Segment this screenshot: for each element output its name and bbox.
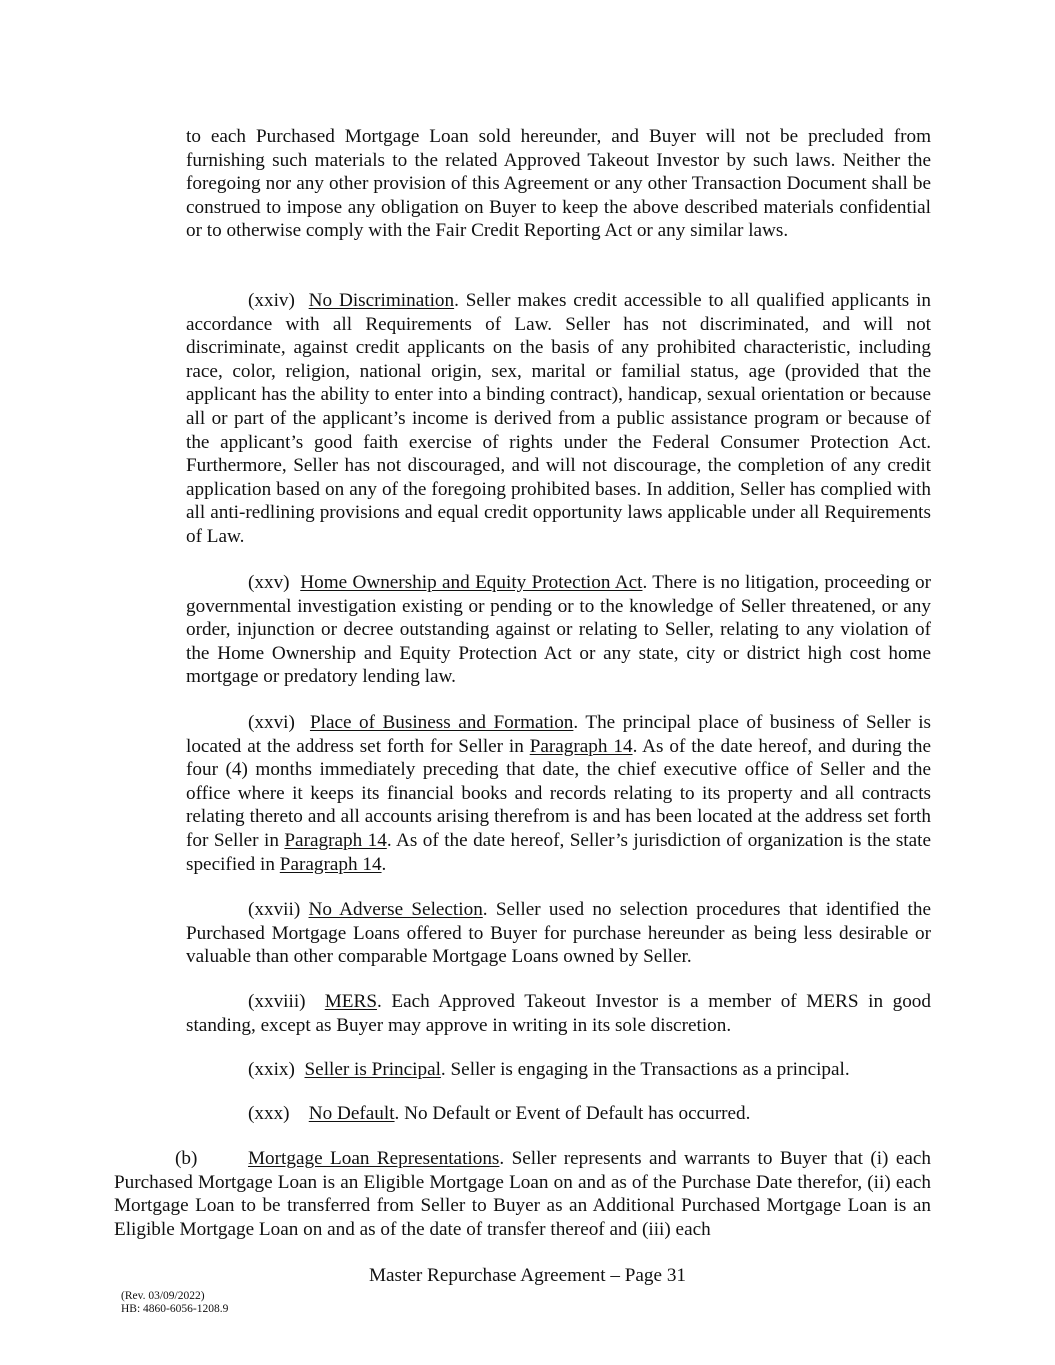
paragraph-xxiv <box>186 289 931 549</box>
cross-reference: Paragraph 14 <box>529 735 633 757</box>
paragraph-xxvii <box>186 898 931 969</box>
item-number: (b) <box>175 1148 198 1169</box>
item-heading: No Default <box>308 1103 395 1124</box>
item-heading: Mortgage Loan Representations <box>248 1148 500 1169</box>
item-number: (xxv) <box>248 572 290 593</box>
item-number: (xxiv) <box>248 290 295 311</box>
item-number: (xxvi) <box>248 712 295 733</box>
item-heading: No Discrimination <box>308 290 455 311</box>
revision-date: (Rev. 03/09/2022) <box>121 1290 205 1302</box>
item-body: . The principal place of business of Seller is located at the address set forth for Seller in <box>186 712 932 757</box>
paragraph-xxv <box>186 571 931 689</box>
paragraph-intro-text: to each Purchased Mortgage Loan sold hereunder, and Buyer will not be precluded from furnishing such materials to the related Approved Takeout Investor by such laws. Neither the foregoing nor any other provision of this Agreement or any other Transaction Document shall be construed to impose any obligation on Buyer to keep the above described materials confidential or to otherwise comply with the Fair Credit Reporting Act or any similar laws. <box>186 126 931 242</box>
paragraph-xxix <box>186 1058 931 1082</box>
item-body: . Each Approved Takeout Investor is a member of MERS in good standing, except as Buyer may approve in writing in its sole discretion. <box>186 991 931 1036</box>
cross-reference: Paragraph 14 <box>284 829 387 851</box>
item-body: . No Default or Event of Default has occurred. <box>394 1103 751 1124</box>
item-heading: No Adverse Selection <box>308 899 483 920</box>
document-id: HB: 4860-6056-1208.9 <box>121 1303 229 1315</box>
paragraph-b <box>114 1147 931 1241</box>
paragraph-xxvi <box>186 711 931 876</box>
item-body: . Seller used no selection procedures that identified the Purchased Mortgage Loans offered to Buyer for purchase hereunder as being less desirable or valuable than other comparable Mortgage Loans owned by Seller. <box>186 899 931 968</box>
item-body: . Seller makes credit accessible to all qualified applicants in accordance with all Requirements of Law. Seller has not discriminated, and will not discriminate, against credit applicants on the basis of any prohibited characteristic, including race, color, religion, national origin, sex, marital or familial status, age (provided that the applicant has the ability to enter into a binding contract), handicap, sexual orientation or because all or part of the applicant’s income is derived from a public assistance program or because of the applicant’s good faith exercise of rights under the Federal Consumer Protection Act. Furthermore, Seller has not discouraged, and will not discourage, the completion of any credit application based on any of the foregoing prohibited bases. In addition, Seller has complied with all anti-redlining provisions and equal credit opportunity laws applicable under all Requirements of Law. <box>186 290 931 547</box>
item-body: . <box>381 853 387 875</box>
item-number: (xxix) <box>248 1059 295 1080</box>
item-body: . As of the date hereof, and during the four (4) months immediately preceding that date, the chief executive office of Seller and the office where it keeps its financial books and records relating to its property and all contracts relating thereto and all accounts arising therefrom is and has been located at the address set forth for Seller in <box>186 735 931 851</box>
item-heading: MERS <box>324 991 377 1012</box>
item-number: (xxvii) <box>248 899 301 920</box>
paragraph-xxviii <box>186 990 931 1037</box>
paragraph-xxx <box>186 1102 931 1126</box>
item-number: (xxviii) <box>248 991 306 1012</box>
item-body: . Seller is engaging in the Transactions as a principal. <box>440 1059 850 1080</box>
item-number: (xxx) <box>248 1103 290 1124</box>
page-footer-label: Master Repurchase Agreement – Page 31 <box>368 1265 687 1286</box>
item-body: . There is no litigation, proceeding or governmental investigation existing or pending or to the knowledge of Seller threatened, or any order, injunction or decree outstanding against or relating to Seller, relating to any violation of the Home Ownership and Equity Protection Act or any state, city or district high cost home mortgage or predatory lending law. <box>186 572 931 688</box>
paragraph-intro <box>186 125 931 243</box>
item-heading: Seller is Principal <box>304 1059 441 1080</box>
item-body: . Seller represents and warrants to Buyer that (i) each Purchased Mortgage Loan is an Eligible Mortgage Loan on and as of the Purchase Date therefor, (ii) each Mortgage Loan to be transferred from Seller to Buyer as an Additional Purchased Mortgage Loan is an Eligible Mortgage Loan on and as of the date of transfer thereof and (iii) each <box>114 1148 931 1240</box>
item-body: . As of the date hereof, Seller’s jurisdiction of organization is the state specified in <box>186 829 931 875</box>
item-heading: Home Ownership and Equity Protection Act <box>300 572 643 593</box>
item-heading: Place of Business and Formation <box>309 712 574 733</box>
cross-reference: Paragraph 14 <box>279 853 382 875</box>
